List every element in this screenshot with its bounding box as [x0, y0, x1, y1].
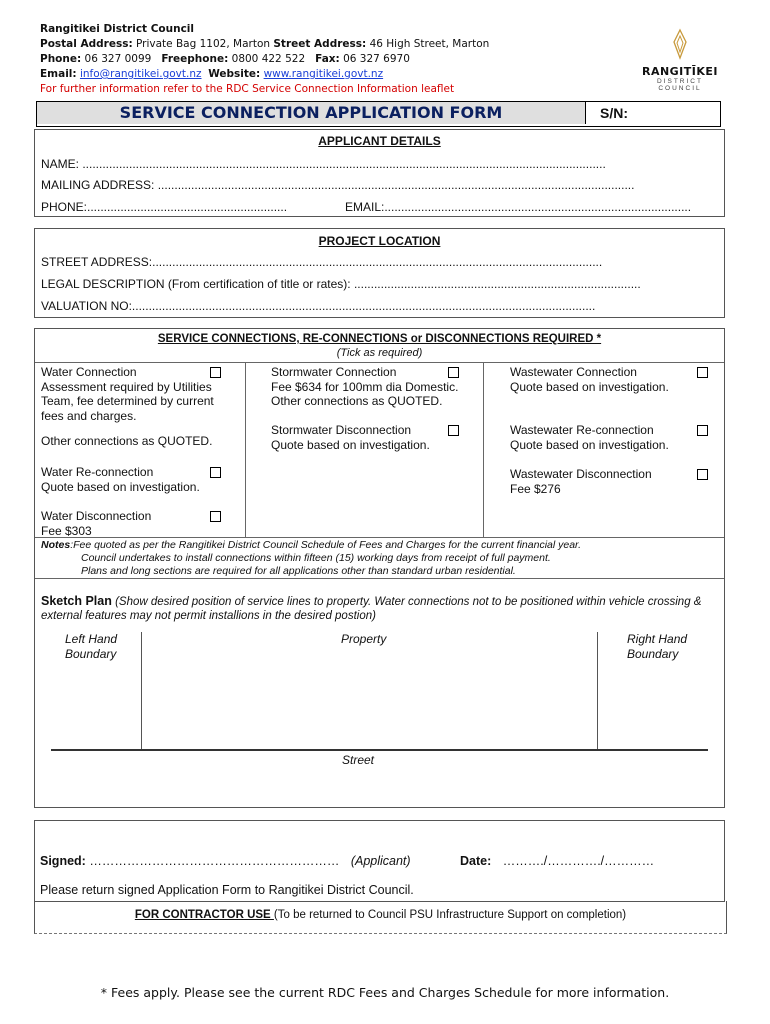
property-label: Property	[341, 632, 387, 646]
stormwater-connection-option	[271, 365, 471, 409]
logo-emblem-icon	[668, 28, 692, 60]
notes-line: Council undertakes to install connections within fifteen (15) working days from receipt of full payment.	[81, 552, 551, 564]
contractor-use-line	[35, 909, 726, 921]
website-link[interactable]: www.rangitikei.govt.nz	[263, 68, 384, 80]
option-description: Fee $276	[510, 481, 561, 496]
option-description: Quote based on investigation.	[41, 479, 200, 494]
applicant-details-section	[34, 129, 725, 217]
street-line	[51, 749, 708, 751]
legal-description-field[interactable]: LEGAL DESCRIPTION (From certification of title or rates): ......................................................................................	[41, 277, 641, 291]
wastewater-reconnection-option	[510, 423, 710, 452]
project-heading: PROJECT LOCATION	[318, 234, 441, 248]
postal-address: Private Bag 1102, Marton	[136, 38, 271, 50]
signature-field[interactable]: ……………………………………………………	[89, 854, 340, 868]
option-description: Fee $634 for 100mm dia Domestic. Other connections as QUOTED.	[271, 379, 459, 408]
right-hand-boundary-label: Right Hand Boundary	[627, 632, 688, 661]
council-header	[40, 22, 489, 97]
contractor-use-section	[34, 901, 727, 934]
services-table-top-rule	[35, 362, 724, 363]
phone-number: 06 327 0099	[84, 53, 152, 65]
wastewater-connection-checkbox[interactable]	[697, 367, 708, 378]
water-disconnection-checkbox[interactable]	[210, 511, 221, 522]
wastewater-disconnection-option	[510, 467, 710, 496]
council-logo	[640, 28, 720, 92]
sketch-title: Sketch Plan	[41, 594, 112, 608]
option-title: Water Disconnection	[41, 509, 152, 523]
water-connection-option	[41, 365, 239, 423]
valuation-number-field[interactable]: VALUATION NO:...........................................................................................................................................	[41, 299, 596, 313]
stormwater-connection-checkbox[interactable]	[448, 367, 459, 378]
street-address: 46 High Street, Marton	[369, 38, 490, 50]
left-boundary-line	[141, 632, 142, 750]
option-description: Quote based on investigation.	[271, 437, 430, 452]
freephone-label: Freephone:	[161, 53, 229, 65]
water-other-connections-note: Other connections as QUOTED.	[41, 434, 213, 448]
column-divider	[245, 362, 246, 537]
notes-label: Notes	[41, 539, 71, 551]
stormwater-disconnection-checkbox[interactable]	[448, 425, 459, 436]
return-instruction: Please return signed Application Form to Rangitikei District Council.	[40, 883, 414, 897]
website-label: Website:	[208, 68, 261, 80]
info-note: For further information refer to the RDC Service Connection Information leaflet	[40, 83, 455, 95]
street-label: Street	[342, 753, 375, 767]
option-title: Water Connection	[41, 365, 137, 379]
option-title: Water Re-connection	[41, 465, 154, 479]
water-connection-checkbox[interactable]	[210, 367, 221, 378]
fax-number: 06 327 6970	[343, 53, 410, 65]
applicant-label: (Applicant)	[350, 854, 411, 868]
date-line	[460, 854, 654, 868]
street-label: Street Address:	[273, 38, 367, 50]
contractor-use-note: (To be returned to Council PSU Infrastructure Support on completion)	[273, 909, 627, 921]
notes-bottom-rule	[35, 578, 724, 579]
option-description: Fee $303	[41, 523, 92, 538]
notes-block	[41, 539, 721, 578]
sketch-description: (Show desired position of service lines to property. Water connections not to be positioned within vehicle crossing & external features may not permit installions in the desired postion)	[41, 596, 702, 622]
column-divider	[483, 362, 484, 537]
tick-instruction: (Tick as required)	[336, 347, 423, 359]
wastewater-reconnection-checkbox[interactable]	[697, 425, 708, 436]
option-title: Stormwater Connection	[271, 365, 397, 379]
option-title: Wastewater Connection	[510, 365, 637, 379]
fees-footer-note: * Fees apply. Please see the current RDC Fees and Charges Schedule for more information.	[100, 985, 670, 1000]
notes-line: Plans and long sections are required for all applications other than standard urban residential.	[81, 565, 516, 577]
phone-label: Phone:	[40, 53, 82, 65]
email-link[interactable]: info@rangitikei.govt.nz	[79, 68, 202, 80]
email-field[interactable]: EMAIL:............................................................................................	[345, 200, 692, 214]
street-address-field[interactable]: STREET ADDRESS:.......................................................................................................................................	[41, 255, 603, 269]
applicant-heading: APPLICANT DETAILS	[318, 134, 441, 148]
logo-name: RANGITĪKEI	[641, 65, 719, 78]
option-description: Quote based on investigation.	[510, 437, 669, 452]
services-heading: SERVICE CONNECTIONS, RE-CONNECTIONS or DISCONNECTIONS REQUIRED *	[157, 333, 602, 345]
option-description: Quote based on investigation.	[510, 379, 669, 394]
wastewater-connection-option	[510, 365, 710, 394]
mailing-address-field[interactable]: MAILING ADDRESS: ...............................................................................................................................................	[41, 178, 635, 192]
logo-subtitle: DISTRICT COUNCIL	[657, 78, 703, 92]
signed-label: Signed:	[40, 854, 86, 868]
option-title: Wastewater Re-connection	[510, 423, 654, 437]
wastewater-disconnection-checkbox[interactable]	[697, 469, 708, 480]
right-boundary-line	[597, 632, 598, 750]
form-title: SERVICE CONNECTION APPLICATION FORM	[37, 102, 586, 124]
water-reconnection-checkbox[interactable]	[210, 467, 221, 478]
fax-label: Fax:	[315, 53, 340, 65]
signature-line	[40, 854, 411, 868]
date-field[interactable]: ………./…………./…………	[502, 854, 655, 868]
sketch-plan-header	[41, 594, 717, 623]
water-reconnection-option	[41, 465, 239, 494]
phone-field[interactable]: PHONE:............................................................	[41, 200, 288, 214]
option-title: Stormwater Disconnection	[271, 423, 412, 437]
date-label: Date:	[460, 854, 492, 868]
email-label: Email:	[40, 68, 77, 80]
project-location-section	[34, 228, 725, 318]
postal-label: Postal Address:	[40, 38, 133, 50]
option-title: Wastewater Disconnection	[510, 467, 652, 481]
notes-line: :Fee quoted as per the Rangitikei District Council Schedule of Fees and Charges for the current financial year.	[70, 539, 582, 551]
freephone-number: 0800 422 522	[231, 53, 306, 65]
contractor-use-label: FOR CONTRACTOR USE	[134, 909, 274, 921]
water-disconnection-option	[41, 509, 239, 538]
name-field[interactable]: NAME: .............................................................................................................................................................	[41, 157, 606, 171]
serial-number-label: S/N:	[600, 105, 628, 121]
org-name: Rangitikei District Council	[40, 23, 195, 35]
left-hand-boundary-label: Left Hand Boundary	[65, 632, 118, 661]
signature-section	[34, 820, 725, 902]
stormwater-disconnection-option	[271, 423, 471, 452]
option-description: Assessment required by Utilities Team, fee determined by current fees and charges.	[41, 379, 214, 423]
services-section	[34, 328, 725, 808]
